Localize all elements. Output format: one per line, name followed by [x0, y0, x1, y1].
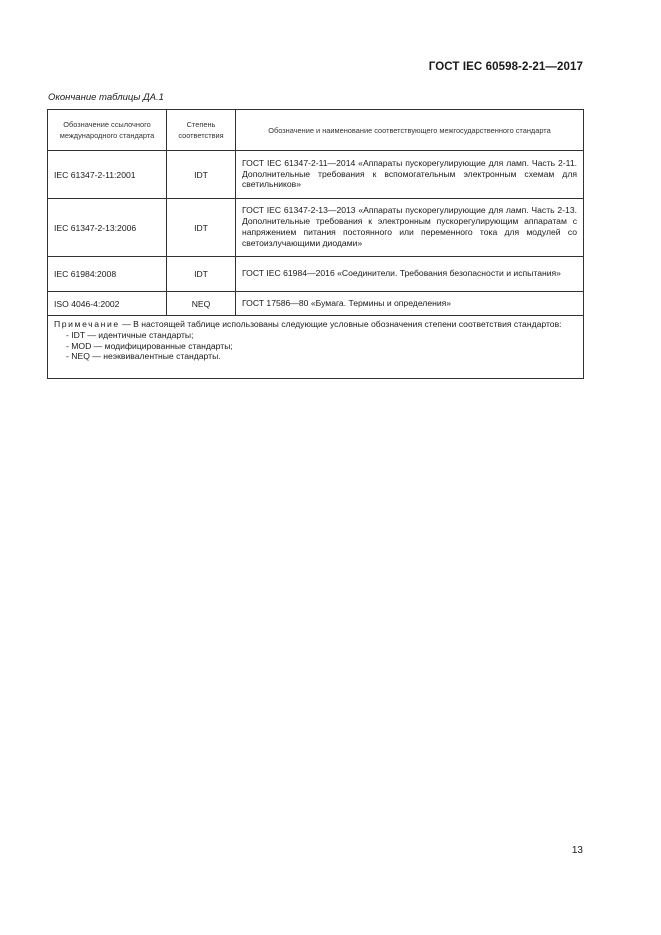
- document-code: ГОСТ IEC 60598-2-21—2017: [428, 61, 583, 73]
- reference-standard-cell: ISO 4046-4:2002: [48, 292, 167, 316]
- table-note-row: [48, 316, 584, 379]
- reference-standard-cell: IEC 61347-2-11:2001: [48, 151, 167, 199]
- degree-cell: IDT: [167, 199, 236, 257]
- note-text: — В настоящей таблице использованы следующие условные обозначения степени соответствия стандартов:: [119, 319, 562, 329]
- interstate-standard-cell: ГОСТ 17586—80 «Бумага. Термины и определения»: [236, 292, 584, 316]
- column-header-interstate-standard: Обозначение и наименование соответствующего межгосударственного стандарта: [236, 110, 584, 151]
- degree-cell: NEQ: [167, 292, 236, 316]
- table-row: [48, 257, 584, 292]
- table-row: [48, 151, 584, 199]
- table-header-row: [48, 110, 584, 151]
- note-intro: [54, 319, 577, 330]
- reference-standard-cell: IEC 61347-2-13:2006: [48, 199, 167, 257]
- table-caption: Окончание таблицы ДА.1: [48, 92, 164, 103]
- note-item-idt: - IDT — идентичные стандарты;: [66, 329, 194, 340]
- table-row: [48, 292, 584, 316]
- note-label: Примечание: [54, 319, 120, 329]
- note-item-mod: - MOD — модифицированные стандарты;: [66, 340, 233, 351]
- note-item-neq: - NEQ — неэквивалентные стандарты.: [66, 351, 221, 362]
- page-number: 13: [571, 845, 583, 856]
- interstate-standard-cell: ГОСТ IEC 61347-2-13—2013 «Аппараты пускорегулирующие для ламп. Часть 2-13. Дополнительные требования к электронным пускорегулирующим аппаратам с напряжением питания постоянного или переменного тока для модулей со светоизлучающими диодами»: [236, 199, 584, 257]
- degree-cell: IDT: [167, 151, 236, 199]
- interstate-standard-cell: ГОСТ IEC 61347-2-11—2014 «Аппараты пускорегулирующие для ламп. Часть 2-11. Дополнительные требования к вспомогательным электронным схемам для светильников»: [236, 151, 584, 199]
- table-note: [48, 316, 584, 379]
- reference-standard-cell: IEC 61984:2008: [48, 257, 167, 292]
- interstate-standard-cell: ГОСТ IEC 61984—2016 «Соединители. Требования безопасности и испытания»: [236, 257, 584, 292]
- table-row: [48, 199, 584, 257]
- standards-table: [47, 109, 584, 379]
- column-header-degree: Степень соответствия: [167, 110, 236, 151]
- column-header-reference: Обозначение ссылочного международного стандарта: [48, 110, 167, 151]
- degree-cell: IDT: [167, 257, 236, 292]
